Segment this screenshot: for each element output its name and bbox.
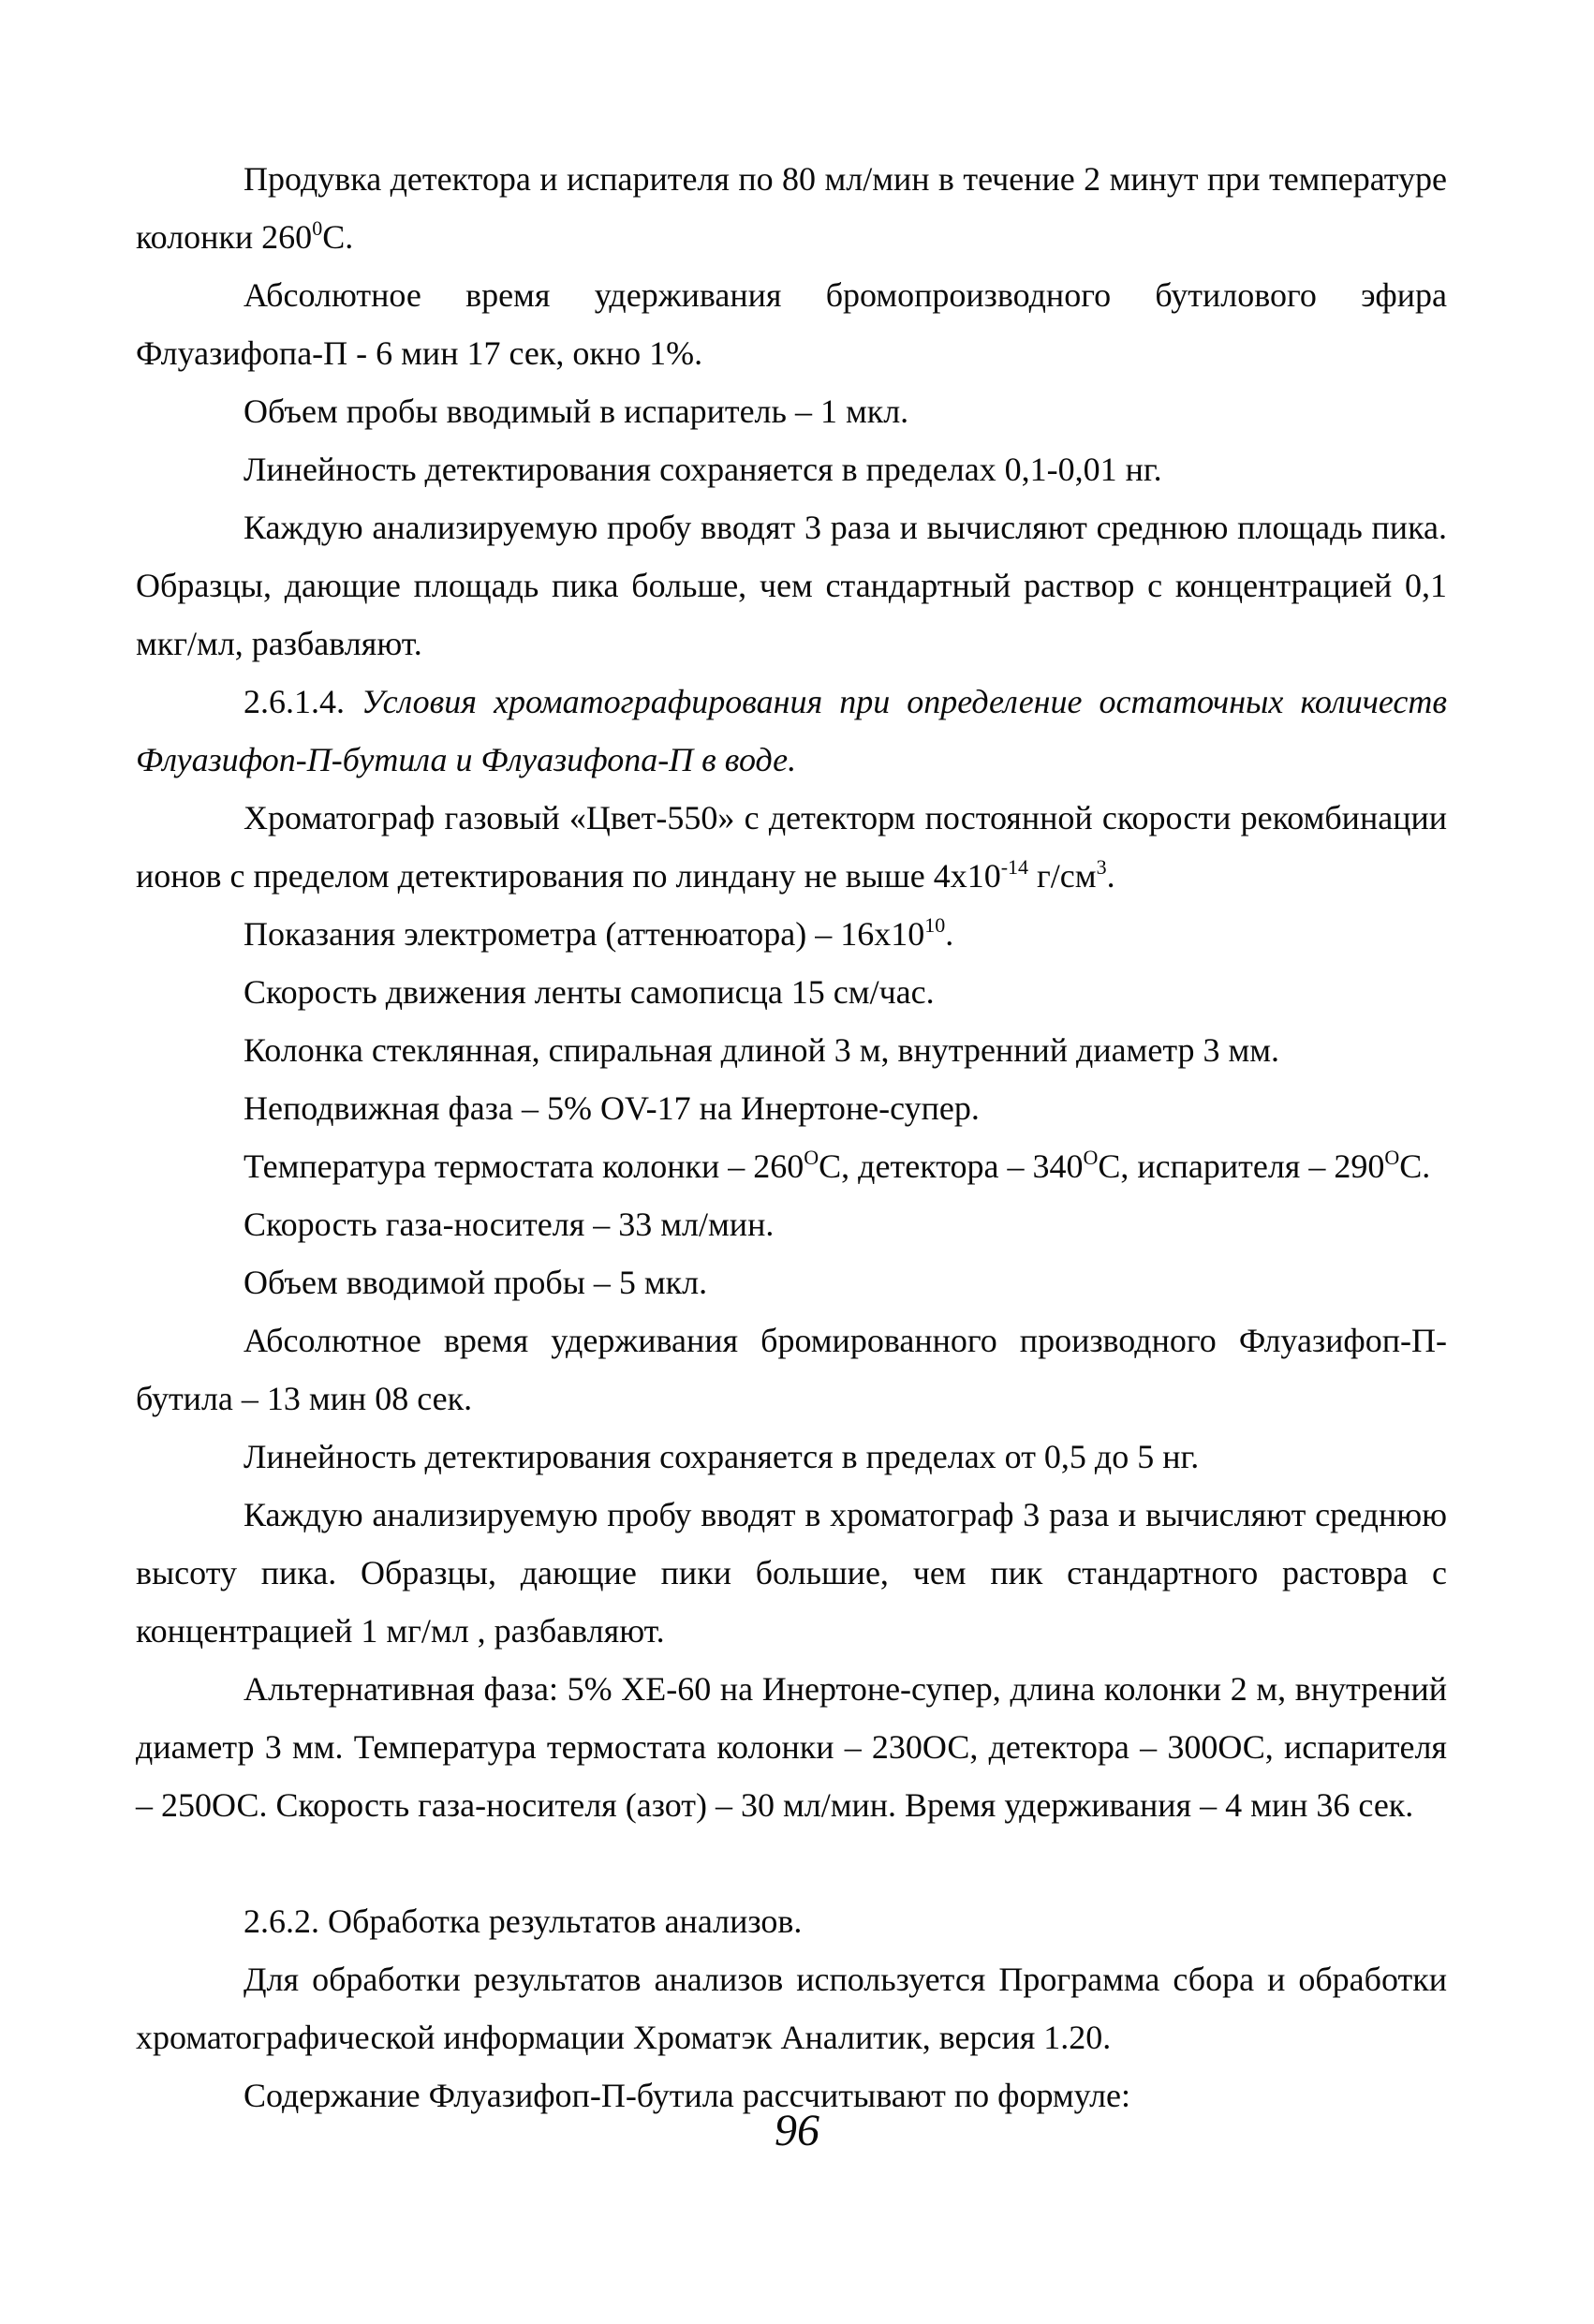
paragraph-text: Продувка детектора и испарителя по 80 мл/мин в течение 2 минут при температуре колонки 260 [136, 160, 1447, 256]
paragraph-injected-volume: Объем вводимой пробы – 5 мкл. [244, 1264, 708, 1301]
page-number: 96 [775, 2106, 819, 2155]
paragraph-text: С, детектора – 340 [819, 1147, 1084, 1185]
superscript: 10 [924, 913, 946, 937]
paragraph-stationary-phase: Неподвижная фаза – 5% OV-17 на Инертоне-супер. [244, 1089, 980, 1127]
paragraph-carrier-gas: Скорость газа-носителя – 33 мл/мин. [244, 1206, 775, 1243]
superscript: 0 [312, 216, 323, 240]
paragraph-text: . [945, 915, 954, 953]
section-title: Условия хроматографирования при определение остаточных количеств Флуазифоп-П-бутила и Флуазифопа-П в воде. [136, 683, 1447, 778]
section-number: 2.6.1.4. [244, 683, 345, 720]
superscript: 3 [1096, 855, 1107, 879]
paragraph-injection: Каждую анализируемую пробу вводят 3 раза и вычисляют среднюю площадь пика. Образцы, дающие площадь пика больше, чем стандартный раствор с концентрацией 0,1 мкг/мл, разбавляют. [136, 509, 1447, 662]
paragraph-formula-intro: Содержание Флуазифоп-П-бутила рассчитывают по формуле: [244, 2077, 1131, 2114]
paragraph-text: Температура термостата колонки – 260 [244, 1147, 804, 1185]
paragraph-text: Показания электрометра (аттенюатора) – 16х10 [244, 915, 925, 953]
section-heading-2-6-2: 2.6.2. Обработка результатов анализов. [244, 1902, 803, 1940]
paragraph-text: г/см [1028, 857, 1097, 895]
paragraph-text: С. [1399, 1147, 1431, 1185]
superscript: O [1384, 1146, 1400, 1169]
superscript: O [1083, 1146, 1099, 1169]
paragraph-retention-time-2: Абсолютное время удерживания бромированного производного Флуазифоп-П-бутила – 13 мин 08 сек. [136, 1322, 1447, 1417]
paragraph-sample-volume: Объем пробы вводимый в испаритель – 1 мкл. [244, 392, 909, 430]
paragraph-text: Хроматограф газовый «Цвет-550» с детекторм постоянной скорости рекомбинации ионов с пределом детектирования по линдану не выше 4х10 [136, 799, 1447, 895]
document-body [136, 150, 1447, 2124]
paragraph-electrometer [136, 905, 1447, 963]
paragraph-alternative-phase: Альтернативная фаза: 5% ХЕ-60 на Инертоне-супер, длина колонки 2 м, внутрений диаметр 3 мм. Температура термостата колонки – 230ОС, детектора – 300ОС, испарителя – 250ОС. Скорость газа-носителя (азот) – 30 мл/мин. Время удерживания – 4 мин 36 сек. [136, 1670, 1447, 1824]
paragraph-processing-software: Для обработки результатов анализов используется Программа сбора и обработки хроматографической информации Хроматэк Аналитик, версия 1.20. [136, 1961, 1447, 2056]
section-heading-2-6-1-4 [136, 673, 1447, 789]
paragraph-tape-speed: Скорость движения ленты самописца 15 см/час. [244, 973, 935, 1011]
paragraph-retention-time: Абсолютное время удерживания бромопроизводного бутилового эфира Флуазифопа-П - 6 мин 17 сек, окно 1%. [136, 276, 1447, 372]
paragraph-injection-2: Каждую анализируемую пробу вводят в хроматограф 3 раза и вычисляют среднюю высоту пика. Образцы, дающие пики большие, чем пик стандартного растовра с концентрацией 1 мг/мл , разбавляют. [136, 1496, 1447, 1650]
superscript: -14 [1000, 855, 1029, 879]
paragraph-text: С. [322, 218, 354, 256]
paragraph-column: Колонка стеклянная, спиральная длиной 3 м, внутренний диаметр 3 мм. [244, 1031, 1280, 1069]
paragraph-purge [136, 150, 1447, 266]
paragraph-temperatures [136, 1137, 1447, 1195]
superscript: O [804, 1146, 819, 1169]
paragraph-chromatograph [136, 789, 1447, 905]
paragraph-text: . [1106, 857, 1115, 895]
paragraph-text: С, испарителя – 290 [1098, 1147, 1385, 1185]
paragraph-linearity-2: Линейность детектирования сохраняется в пределах от 0,5 до 5 нг. [244, 1438, 1200, 1475]
paragraph-linearity: Линейность детектирования сохраняется в пределах 0,1-0,01 нг. [244, 451, 1162, 488]
